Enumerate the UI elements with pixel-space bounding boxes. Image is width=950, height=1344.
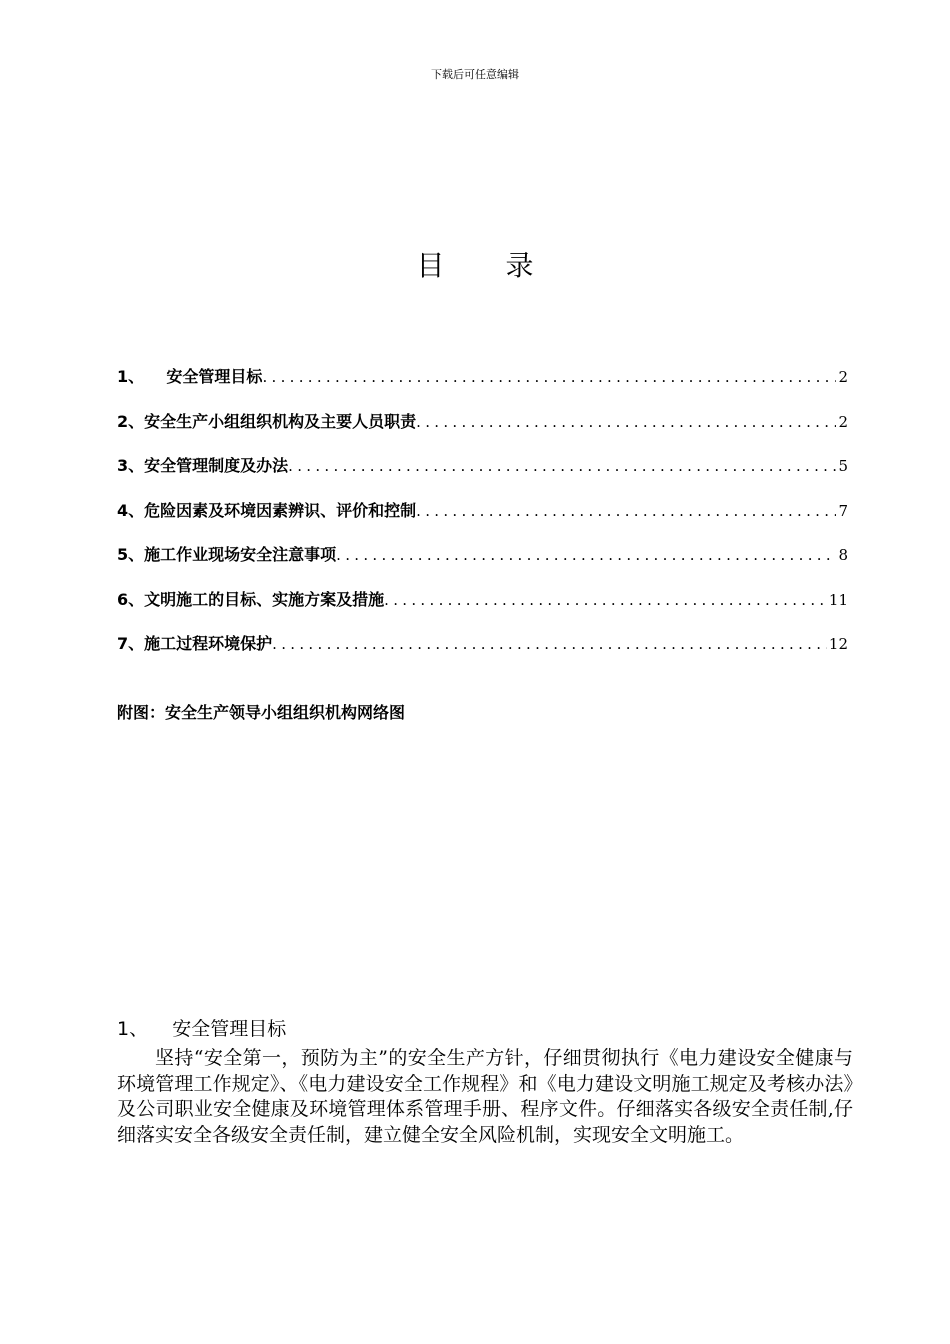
toc-entry-number: 5、 <box>117 545 145 564</box>
toc-entry-label: 安全生产小组组织机构及主要人员职责 <box>144 411 417 431</box>
toc-entry-label: 危险因素及环境因素辨识、评价和控制 <box>144 500 417 520</box>
toc-entry-page: 2 <box>838 368 848 386</box>
toc-entry-page: 8 <box>838 546 848 564</box>
toc-entry-label: 安全管理制度及办法 <box>144 456 289 475</box>
toc-entry[interactable] <box>117 498 848 543</box>
table-of-contents <box>117 364 848 676</box>
toc-entry-number: 6、 <box>117 589 145 609</box>
toc-entry[interactable] <box>117 409 848 454</box>
toc-entry-label: 施工过程环境保护 <box>144 634 273 653</box>
section-heading: 1、 安全管理目标 <box>117 1018 287 1040</box>
toc-entry[interactable] <box>117 631 848 676</box>
header-note: 下载后可任意编辑 <box>431 68 519 81</box>
toc-dot-leader <box>336 546 836 564</box>
section-body-paragraph: 坚持“安全第一，预防为主”的安全生产方针，仔细贯彻执行《电力建设安全健康与环境管理工作规定》、《电力建设安全工作规程》和《电力建设文明施工规定及考核办法》及公司职业安全健康及环境管理体系管理手册、程序文件。仔细落实各级安全责任制,仔细落实安全各级安全责任制，建立健全安全风险机制，实现安全文明施工。 <box>117 1047 853 1146</box>
toc-entry[interactable] <box>117 587 848 632</box>
toc-entry-label: 施工作业现场安全注意事项 <box>144 545 337 564</box>
toc-entry[interactable] <box>117 453 848 498</box>
toc-dot-leader <box>288 457 836 475</box>
toc-dot-leader <box>262 368 836 386</box>
toc-entry-page: 2 <box>838 412 848 431</box>
toc-entry-page: 5 <box>838 457 848 475</box>
toc-entry-number: 4、 <box>117 500 145 520</box>
toc-entry-label: 文明施工的目标、实施方案及措施 <box>144 589 385 609</box>
toc-dot-leader <box>384 591 827 609</box>
toc-entry[interactable] <box>117 542 848 587</box>
toc-entry-page: 7 <box>838 501 848 520</box>
toc-entry-number: 2、 <box>117 411 145 431</box>
toc-entry-page: 11 <box>828 590 848 609</box>
toc-entry[interactable] <box>117 364 848 409</box>
toc-entry-number: 3、 <box>117 456 145 475</box>
toc-entry-page: 12 <box>828 635 848 653</box>
toc-entry-number: 1、 <box>117 367 167 386</box>
appendix-caption: 附图：安全生产领导小组组织机构网络图 <box>117 703 406 722</box>
toc-entry-label: 安全管理目标 <box>166 367 263 386</box>
toc-entry-number: 7、 <box>117 634 145 653</box>
toc-dot-leader <box>272 635 827 653</box>
toc-title: 目 录 <box>416 249 560 282</box>
toc-dot-leader <box>416 502 836 520</box>
toc-dot-leader <box>416 413 836 431</box>
